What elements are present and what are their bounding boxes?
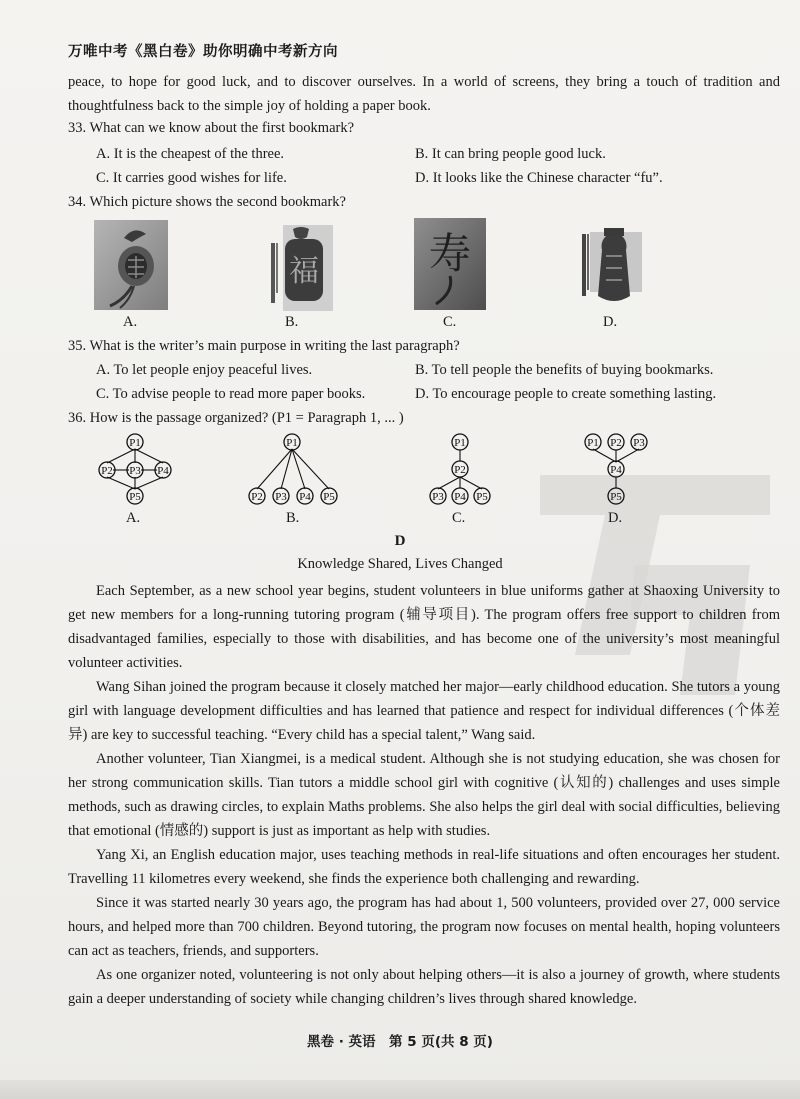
q33-option-a: A. It is the cheapest of the three. <box>96 146 285 162</box>
paragraph-4: Yang Xi, an English education major, uses teaching methods in real-life situations and often encourages her student. Travelling 11 kilometres every weekend, she finds the experience both challenging and rewarding. <box>68 847 780 887</box>
bookmark-picture-d <box>570 222 642 310</box>
bookmark-label-d: D. <box>603 314 618 330</box>
diagram-label-a: A. <box>126 510 141 526</box>
q35-option-a: A. To let people enjoy peaceful lives. <box>96 362 313 378</box>
q33-option-d: D. It looks like the Chinese character “fu”. <box>415 170 663 186</box>
node-p1: P1 <box>129 437 141 449</box>
paragraph-1: Each September, as a new school year begins, student volunteers in blue uniforms gather at Shaoxing University to get new members for a long-running tutoring program (辅导项目). The program offers free support to children from disadvantaged families, especially to those with disabilities, and has become one of the university’s most meaningful volunteer activities. <box>68 583 780 671</box>
q35-stem: 35. What is the writer’s main purpose in writing the last paragraph? <box>68 338 460 354</box>
q33-option-c: C. It carries good wishes for life. <box>96 170 287 186</box>
node-p4: P4 <box>454 491 466 503</box>
node-p3: P3 <box>633 437 645 449</box>
diagram-label-d: D. <box>608 510 623 526</box>
node-p4: P4 <box>610 464 622 476</box>
node-p2: P2 <box>251 491 263 503</box>
paragraph-3: Another volunteer, Tian Xiangmei, is a medical student. Although she is not studying education, she was chosen for her strong communication skills. Tian tutors a middle school girl with cognitive (认知的) challenges and uses simple methods, such as drawing circles, to explain Maths problems. She also helps the girl deal with social difficulties, believing that emotional (情感的) support is just as important as help with studies. <box>68 751 780 839</box>
q33-option-b: B. It can bring people good luck. <box>415 146 606 162</box>
diagram-label-b: B. <box>286 510 300 526</box>
bookmark-picture-b <box>253 225 333 311</box>
section-label: D <box>394 533 406 549</box>
node-p5: P5 <box>129 491 141 503</box>
node-p1: P1 <box>286 437 298 449</box>
bookmark-picture-a <box>94 220 168 310</box>
node-p2: P2 <box>454 464 466 476</box>
node-p1: P1 <box>454 437 466 449</box>
q35-option-b: B. To tell people the benefits of buying bookmarks. <box>415 362 714 378</box>
bookmark-picture-c <box>414 218 486 310</box>
node-p3: P3 <box>275 491 287 503</box>
paragraph-2: Wang Sihan joined the program because it closely matched her major—early childhood education. She tutors a young girl with language development difficulties and has learned that patience and respect for individual differences (个体差异) are key to successful teaching. “Every child has a special talent,” Wang said. <box>68 679 780 743</box>
intro-text: peace, to hope for good luck, and to discover ourselves. In a world of screens, they bring a touch of tradition and thoughtfulness back to the simple joy of holding a paper book. <box>68 74 780 114</box>
structure-diagram-d <box>576 432 656 508</box>
node-p4: P4 <box>299 491 311 503</box>
bookmark-label-b: B. <box>285 314 299 330</box>
paragraph-5: Since it was started nearly 30 years ago, the program has had about 1, 500 volunteers, provided over 27, 000 service hours, and helped more than 700 children. Beyond tutoring, the program now focuses on mental health, hoping volunteers can act as teachers, friends, and supporters. <box>68 895 780 959</box>
node-p2: P2 <box>610 437 622 449</box>
node-p1: P1 <box>587 437 599 449</box>
structure-diagram-a <box>90 432 180 508</box>
page-footer: 黑卷 · 英语 第 5 页(共 8 页) <box>307 1034 493 1050</box>
q33-stem: 33. What can we know about the first bookmark? <box>68 120 355 136</box>
node-p2: P2 <box>101 465 113 477</box>
node-p5: P5 <box>476 491 488 503</box>
diagram-label-c: C. <box>452 510 466 526</box>
node-p5: P5 <box>323 491 335 503</box>
structure-diagram-c <box>420 432 500 508</box>
q35-option-d: D. To encourage people to create something lasting. <box>415 386 717 402</box>
node-p4: P4 <box>157 465 169 477</box>
q35-option-c: C. To advise people to read more paper books. <box>96 386 366 402</box>
bookmark-label-a: A. <box>123 314 138 330</box>
shou-character: 寿 <box>428 229 472 278</box>
page-header: 万唯中考《黑白卷》助你明确中考新方向 <box>68 44 338 60</box>
node-p5: P5 <box>610 491 622 503</box>
bookmark-label-c: C. <box>443 314 457 330</box>
node-p3: P3 <box>129 465 141 477</box>
svg-text:福: 福 <box>289 254 319 289</box>
page-bottom-edge <box>0 1080 800 1099</box>
passage-title: Knowledge Shared, Lives Changed <box>297 556 503 572</box>
q34-stem: 34. Which picture shows the second bookmark? <box>68 194 346 210</box>
q36-stem: 36. How is the passage organized? (P1 = Paragraph 1, ... ) <box>68 410 404 426</box>
paragraph-6: As one organizer noted, volunteering is not only about helping others—it is also a journey of growth, where students gain a deeper understanding of society while changing children’s lives through shared knowledge. <box>68 967 780 1007</box>
structure-diagram-b <box>244 432 344 508</box>
node-p3: P3 <box>432 491 444 503</box>
